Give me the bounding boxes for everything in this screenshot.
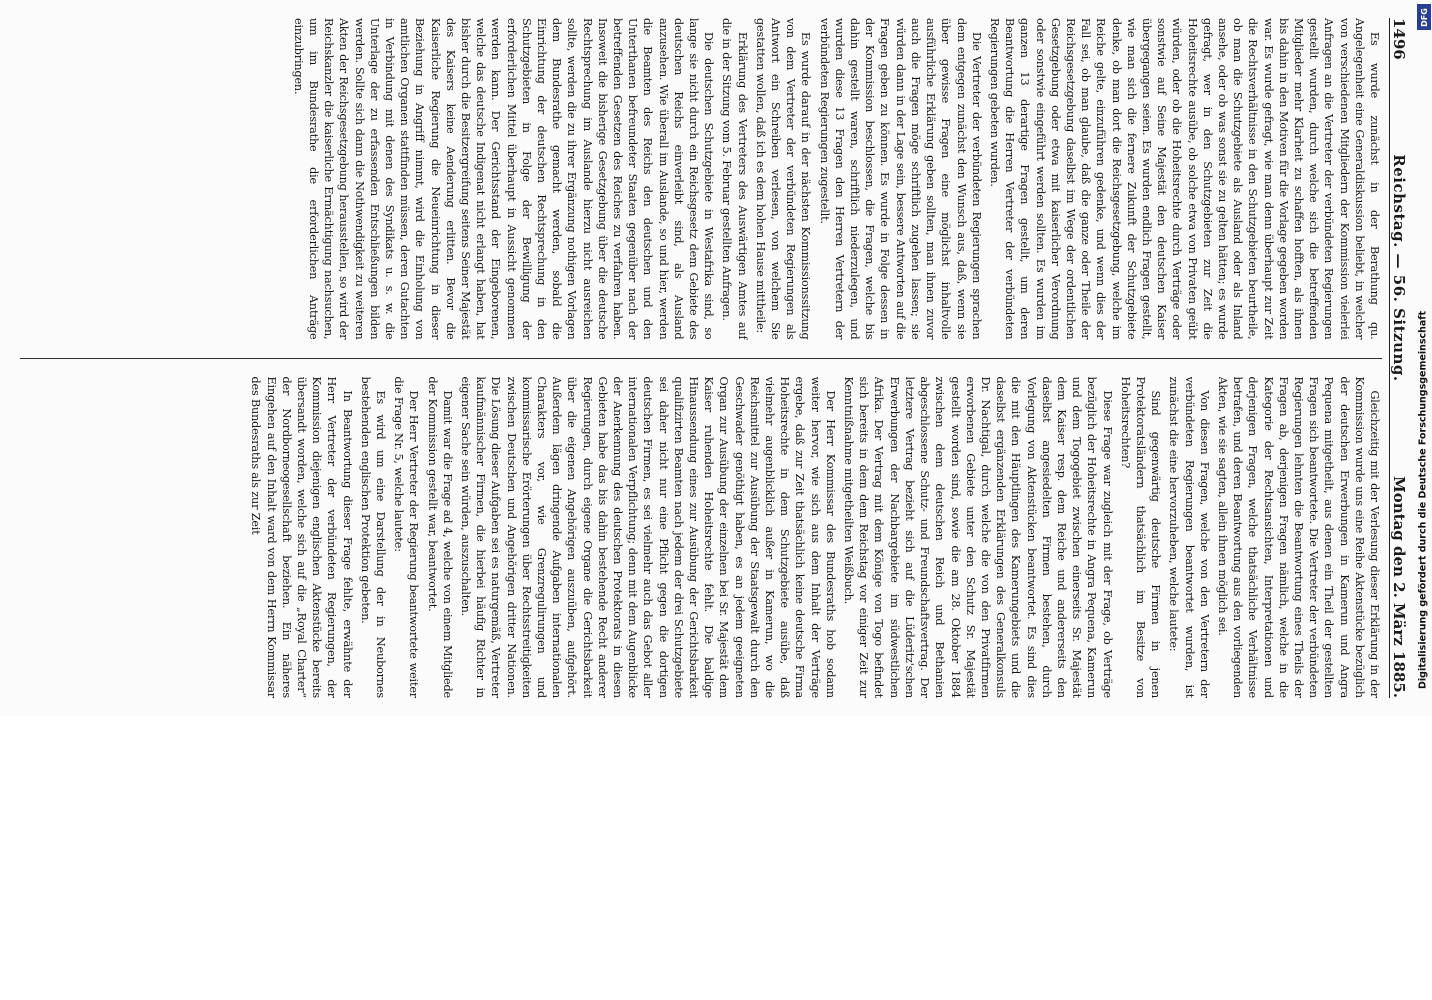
column-left: [20, 18, 1382, 340]
paragraph: Erklärung des Vertreters des Auswärtigen Amtes auf die in der Sitzung vom 5. Februar gestellten Anfragen.: [720, 18, 749, 340]
column-divider: [20, 358, 1382, 359]
paragraph: Von diesen Fragen, welche von den Vertretern der verbündeten Regierungen beantwortet wurden, ist zunächst die eine hervorzuheben, welche lautete:: [1167, 376, 1211, 698]
paragraph: Sind gegenwärtig deutsche Firmen in jenen Protektoratsländern thatsächlich im Besitze von Hoheitsrechten?: [1118, 376, 1163, 698]
paragraph: Es wurde darauf in der nächsten Kommissionssitzung von dem Vertreter der verbündeten Regierungen als Antwort ein Schreiben verlesen, von welchem Sie gestatten wollen, daß ich es dem hohen Hause mittheile:: [753, 18, 813, 340]
text-columns: [20, 18, 1382, 698]
page-date: Montag den 2. März 1885.: [1390, 476, 1408, 698]
paragraph: Die deutschen Schutzgebiete in Westafrika sind, so lange sie nicht durch ein Reichsgesetz dem Gebiete des deutschen Reichs einverleibt sind, als Ausland anzusehen. Wie überall im Auslande, so und hier, werden die Beamten des Reichs den deutschen und den Unterthanen befreundeter Staaten gegenüber nach der betreffenden Gesetzen des Reiches zu verfahren haben. Insoweit die bisherige Gesetzgebung über die deutsche Rechtsprechung im Auslande hierzu nicht ausreichen sollte, werden die zu ihrer Ergänzung nothigen Vorlagen dem Bundesrathe gemacht werden, sobald die Einrichtung der deutschen Rechtsprechung in den Schutzgebieten in Folge der Bewilligung der erforderlichen Mittel überhaupt in Aussicht genommen werden kann. Der Gerichtsstand der Eingeborenen, welche das deutsche Indigenat nicht erlangt haben, hat bisher durch die Besitzergreifung seitens Seiner Majestät des Kaisers keine Aenderung erlitten. Bevor die Kaiserliche Regierung die Neueinrichtung in dieser Beziehung in Angriff nimmt, wird die Einholung von amtlichen Organen stattfinden müssen, deren Gutachten in Verbindung mit denen des Syndikats u. s. w. die Unterlage der zu erfassenden Entschließungen bilden werden. Sollte sich dann die Nothwendigkeit zu weiteren Akten der Reichsgesetzgebung herausstellen, so wird der Reichskanzler die kaiserliche Ermächtigung nachsuchen, um im Bundesrathe die erforderlichen Anträge einzubringen.: [291, 18, 716, 340]
paragraph: Der Herr Vertreter der Regierung beantwortete weiter die Frage Nr. 5, welche lautete:: [392, 376, 421, 698]
dfg-logo: DFG: [1417, 4, 1431, 30]
paragraph: Damit war die Frage ad 4, welche von einem Mitgliede der Kommission gestellt war, beantwortet.: [425, 376, 454, 698]
digitization-credit-text: Digitalisierung gefördert durch die Deutsche Forschungsgemeinschaft: [1417, 311, 1429, 689]
session-title: Reichstag. — 56. Sitzung.: [1390, 154, 1408, 382]
column-right: [20, 377, 1382, 699]
paragraph: Diese Frage war zugleich mit der Frage, ob Verträge bezüglich der Hoheitsrechte in Angra Pequena, Kamerun und dem Togogebiet zwischen einerseits Sr. Majestät dem Kaiser resp. dem Reiche und andererseits den daselbst angesiedelten Firmen bestehen, durch Vorlegung von Aktenstücken beantwortet. Es sind dies die mit den Häuptlingen des Kamerungebiets und die daselbst ergänzenden Erklärungen des Generalkonsuls Dr. Nachtigal, durch welche die von den Privatfirmen erworbenen Gebiete unter den Schutz Sr. Majestät gestellt worden sind, sowie die am 28. Oktober 1884 zwischen dem deutschen Reich und Bethanien abgeschlossene Schutz- und Freundschaftsvertrag. Der letztere Vertrag bezieht sich auf die Lüderitz'schen Erwerbungen der Nachbargebiete im südwestlichen Afrika. Der Vertrag mit dem Könige von Togo befindet sich bereits in dem dem Reichstag vor einiger Zeit zur Kenntnißnahme mitgetheilten Weißbuch.: [842, 376, 1114, 698]
paragraph: In Beantwortung dieser Frage fehlte, erwähnte der Herr Vertreter der verbündeten Regierungen, der Kommission diejenigen englischen Aktenstücke bereits übersandt worden, welche sich auf die „Royal Charter“ der Nordborneogesellschaft beziehen. Ein näheres Eingehen auf den Inhalt ward von dem Herrn Kommissar des Bundesraths als zur Zeit: [249, 376, 354, 698]
digitization-credit: [1416, 0, 1430, 1000]
paragraph: Der Herr Kommissar des Bundesraths hob sodann weiter hervor, wie sich aus dem Inhalt der Verträge ergebe, daß zur Zeit thatsächlich keine deutsche Firma Hoheitsrechte in dem Schutzgebiete ausübe, daß vielmehr augenblicklich außer in Kamerun, wo die Reichsmittel zur Ausübung der Staatsgewalt durch den Geschwader genöthigt haben, es an jedem geeigneten Organ zur Ausübung der einzelnen bei Sr. Majestät dem Kaiser ruhenden Hoheitsrechte fehlt. Die baldige Hinaussendung eines zur Ausübung der Gerichtsbarkeit qualifizirten Beamten nach jedem der drei Schutzgebiete sei daher nicht nur eine Pflicht gegen die dortigen deutschen Firmen, es sei vielmehr auch das Gebot aller internationalen Verpflichtung; denn mit dem Augenblicke der Anerkennung des deutschen Protektorats in diesen Gebieten habe das bis dahin bestehende Recht anderer Regierungen, durch eigene Organe die Gerichtsbarkeit über die eigenen Angehörigen auszuüben, aufgehört. Außerdem lägen dringende Aufgaben internationalen Charakters vor, wie Grenzregulirungen und kommissarische Erörterungen über Rechtsstreitigkeiten zwischen Deutschen und Angehörigen dritter Nationen. Die Lösung dieser Aufgaben sei es naturgemäß, Vertreter kaufmännischer Firmen, die hierbei häufig Richter in eigener Sache sein würden, auszuschalten.: [459, 376, 837, 698]
paragraph: Es wird um eine Darstellung der in Neubornes bestehenden englischen Protektion gebeten.: [358, 376, 387, 698]
page-header: [1389, 18, 1416, 698]
paragraph: Die Vertreter der verbündeten Regierungen sprachen dem entgegen zunächst den Wunsch aus, daß, wenn sie über gewisse Fragen eine möglichst inhaltvolle ausführliche Erklärung geben sollten, man ihnen zuvor auch die Fragen möge schriftlich zugehen lassen; sie würden dann in der Lage sein, bessere Antworten auf die Fragen geben zu können. Es wurde in Folge dessen in der Kommission beschlossen, die Fragen, welche bis dahin gestellt waren, schriftlich niederzulegen, und wurden diese 13 Fragen den Herren Vertretern der verbündeten Regierungen zugestellt.: [817, 18, 983, 340]
paragraph: Es wurde zunächst in der Berathung qu. Angelegenheit eine Generaldiskussion beliebt, in welcher von verschiedenen Mitgliedern der Kommission vielerlei Anfragen an die Vertreter der verbündeten Regierungen gestellt wurden, durch welche sich die betreffenden Mitglieder mehr Klarheit zu schaffen hofften, als ihnen bis dahin in den Motiven für die Vorlage gegeben worden war. Es wurde gefragt, wie man denn überhaupt zur Zeit die Rechtsverhältnisse in den Schutzgebieten beurtheile, ob man die Schutzgebiete als Ausland oder als Inland ansehe, oder ob was sonst sie zu gelten hätten; es wurde gefragt, wer in den Schutzgebieten zur Zeit die Hoheitsrechte ausübe, ob solche etwa von Privaten geübt würden, oder ob die Hoheitsrechte durch Verträge oder sonstwie auf Seine Majestät den deutschen Kaiser übergegangen seien. Es wurden endlich Fragen gestellt, wie man sich die fernere Zukunft der Schutzgebiete denke, ob man dort die Reichsgesetzgebung, welche im Reiche gelte, einzuführen gedenke, und wenn dies der Fall sei, ob man glaube, daß die ganze oder Theile der Reichsgesetzgebung daselbst im Wege der ordentlichen Gesetzgebung oder etwa mit kaiserlicher Verordnung oder sonstwie eingeführt werden sollten. Es wurden im ganzen 13 derartige Fragen gestellt, um deren Beantwortung die Herren Vertreter der verbündeten Regierungen gebeten wurden.: [987, 18, 1381, 340]
page-number: 1496: [1390, 18, 1408, 60]
paragraph: Gleichzeitig mit der Verlesung dieser Erklärung in der Kommission wurde uns eine Reihe Aktenstücke bezüglich der deutschen Erwerbungen in Kamerun und Angra Pequena mitgetheilt, aus denen ein Theil der gestellten Fragen sich beantwortete. Die Vertreter der verbündeten Regierungen lehnten die Beantwortung eines Theils der Fragen ab, derjenigen Fragen nämlich, welche in die Kategorie der Rechtsansichten, Interpretationen und derjenigen Fragen, welche thatsächliche Verhältnisse betrafen, und deren Beantwortung aus den vorliegenden Akten, wie sie sagten, allein ihnen möglich sei.: [1215, 376, 1381, 698]
